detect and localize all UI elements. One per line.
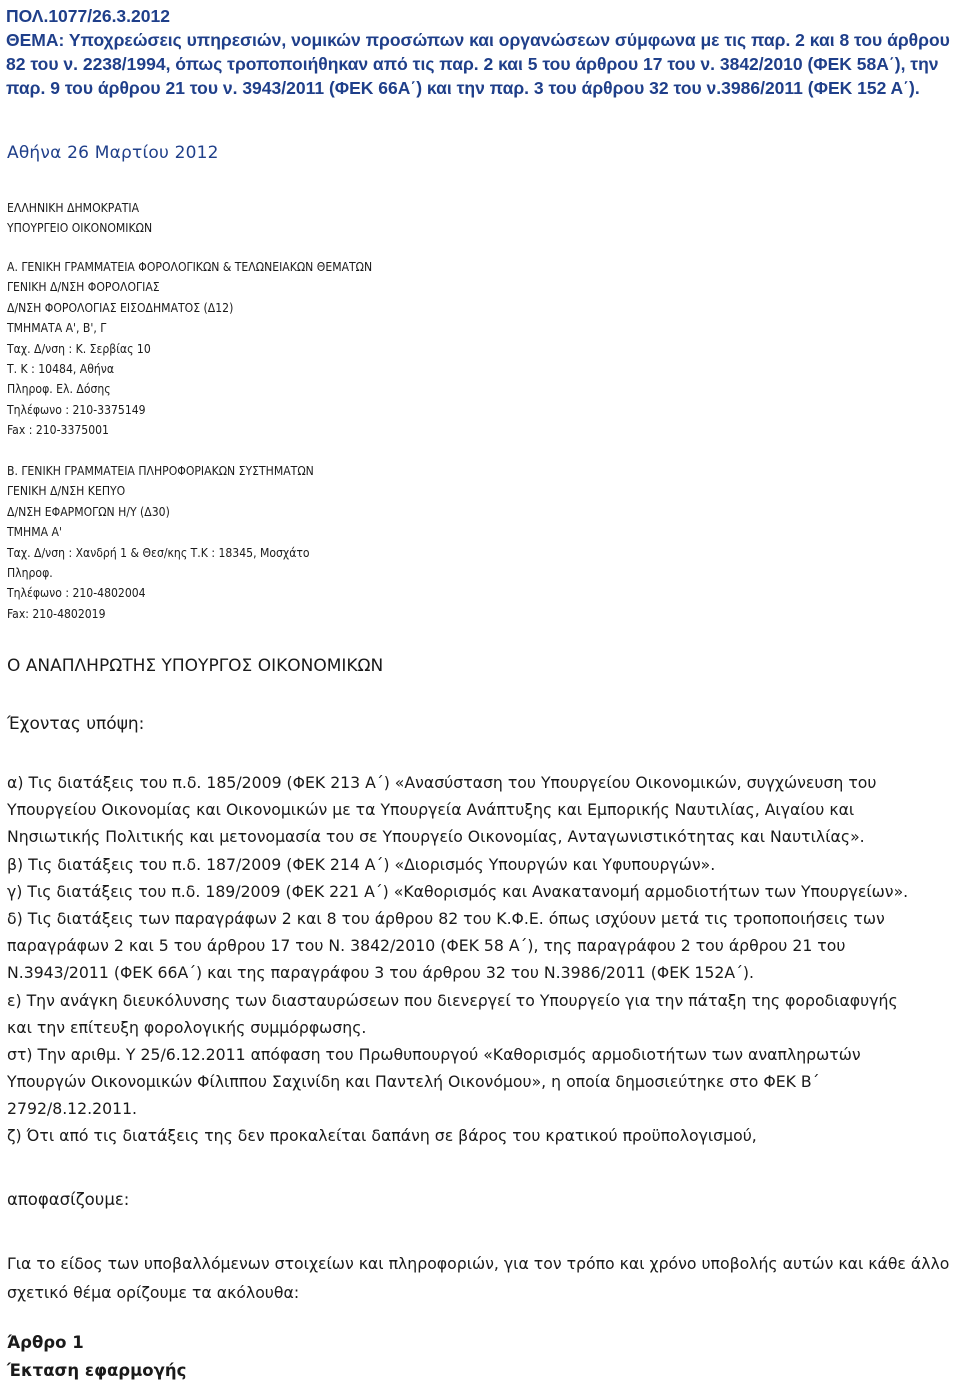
sender-b-line: Πληροφ. <box>7 565 53 580</box>
recital-line: Νησιωτικής Πολιτικής και μετονομασία του σε Υπουργείο Οικονομίας, Ανταγωνιστικότητας και Ναυτιλίας». <box>7 827 865 847</box>
ministry-block <box>7 198 152 239</box>
sender-a-line: ΤΜΗΜΑΤΑ Α', Β', Γ <box>7 321 107 336</box>
recital-line: Υπουργών Οικονομικών Φίλιππου Σαχινίδη και Παντελή Οικονόμου», η οποία δημοσιεύτηκε στο ΦΕΚ Β΄ <box>7 1072 820 1092</box>
recital-line: παραγράφων 2 και 5 του άρθρου 17 του Ν. 3842/2010 (ΦΕΚ 58 Α΄), της παραγράφου 2 του άρθρου 21 του <box>7 936 846 956</box>
sender-a-line: ΓΕΝΙΚΗ Δ/ΝΣΗ ΦΟΡΟΛΟΓΙΑΣ <box>7 280 160 295</box>
minister-title: Ο ΑΝΑΠΛΗΡΩΤΗΣ ΥΠΟΥΡΓΟΣ ΟΙΚΟΝΟΜΙΚΩΝ <box>7 656 384 676</box>
sender-b-line: ΤΜΗΜΑ Α' <box>7 525 62 540</box>
subject-line: 82 του ν. 2238/1994, όπως τροποποιήθηκαν από τις παρ. 2 και 5 του άρθρου 17 του ν. 3842/2010 (ΦΕΚ 58Α΄), την <box>6 54 939 74</box>
recital-line: ζ) Ότι από τις διατάξεις της δεν προκαλείται δαπάνη σε βάρος του κρατικού προϋπολογισμού, <box>7 1126 757 1146</box>
considering-heading: Έχοντας υπόψη: <box>7 714 145 734</box>
sender-a-line: Δ/ΝΣΗ ΦΟΡΟΛΟΓΙΑΣ ΕΙΣΟΔΗΜΑΤΟΣ (Δ12) <box>7 300 234 315</box>
sender-b-line: Τηλέφωνο : 210-4802004 <box>7 586 146 601</box>
sender-a-line: Fax : 210-3375001 <box>7 423 109 438</box>
info-line: Για το είδος των υποβαλλόμενων στοιχείων και πληροφοριών, για τον τρόπο και χρόνο υποβολής αυτών και κάθε άλλο <box>7 1254 950 1273</box>
recital-line: Υπουργείου Οικονομίας και Οικονομικών με τα Υπουργεία Ανάπτυξης και Εμπορικής Ναυτιλίας, Αιγαίου και <box>7 800 855 820</box>
article-number: Άρθρο 1 <box>7 1333 84 1352</box>
decision-heading: αποφασίζουμε: <box>7 1190 130 1209</box>
sender-b-line: ΓΕΝΙΚΗ Δ/ΝΣΗ ΚΕΠΥΟ <box>7 484 126 499</box>
sender-b-line: Fax: 210-4802019 <box>7 606 106 621</box>
sender-a-line: Πληροφ. Ελ. Δόσης <box>7 382 111 397</box>
sender-a-line: Α. ΓΕΝΙΚΗ ΓΡΑΜΜΑΤΕΙΑ ΦΟΡΟΛΟΓΙΚΩΝ & ΤΕΛΩΝΕΙΑΚΩΝ ΘΕΜΑΤΩΝ <box>7 260 373 274</box>
document-subject <box>6 28 950 100</box>
place-and-date: Αθήνα 26 Μαρτίου 2012 <box>7 143 219 163</box>
sender-b-line: Δ/ΝΣΗ ΕΦΑΡΜΟΓΩΝ Η/Υ (Δ30) <box>7 504 170 519</box>
article-title: Έκταση εφαρμογής <box>7 1361 187 1380</box>
recital-line: γ) Τις διατάξεις του π.δ. 189/2009 (ΦΕΚ 221 Α΄) «Καθορισμός και Ανακατανομή αρμοδιοτήτων των Υπουργείων». <box>7 881 909 901</box>
recital-line: 2792/8.12.2011. <box>7 1099 138 1119</box>
sender-block-a <box>7 257 372 441</box>
recital-line: Ν.3943/2011 (ΦΕΚ 66Α΄) και της παραγράφου 3 του άρθρου 32 του Ν.3986/2011 (ΦΕΚ 152Α΄). <box>7 963 755 983</box>
subject-line: παρ. 9 του άρθρου 21 του ν. 3943/2011 (ΦΕΚ 66Α΄) και την παρ. 3 του άρθρου 32 του ν.3986/2011 (ΦΕΚ 152 Α΄). <box>6 78 920 98</box>
ministry-line: ΕΛΛΗΝΙΚΗ ΔΗΜΟΚΡΑΤΙΑ <box>7 201 140 215</box>
sender-b-line: Ταχ. Δ/νση : Χανδρή 1 & Θεσ/κης Τ.Κ : 18345, Μοσχάτο <box>7 545 310 560</box>
recitals <box>7 769 952 1150</box>
recital-line: στ) Την αριθμ. Υ 25/6.12.2011 απόφαση του Πρωθυπουργού «Καθορισμός αρμοδιοτήτων των αναπληρωτών <box>7 1044 861 1064</box>
sender-a-line: Ταχ. Δ/νση : Κ. Σερβίας 10 <box>7 341 151 356</box>
document-reference-title: ΠΟΛ.1077/26.3.2012 <box>6 6 170 26</box>
sender-b-line: Β. ΓΕΝΙΚΗ ΓΡΑΜΜΑΤΕΙΑ ΠΛΗΡΟΦΟΡΙΑΚΩΝ ΣΥΣΤΗΜΑΤΩΝ <box>7 464 314 478</box>
recital-line: α) Τις διατάξεις του π.δ. 185/2009 (ΦΕΚ 213 Α΄) «Ανασύσταση του Υπουργείου Οικονομικών, συγχώνευση του <box>7 773 877 792</box>
sender-block-b <box>7 461 314 624</box>
subject-line: ΘΕΜΑ: Υποχρεώσεις υπηρεσιών, νομικών προσώπων και οργανώσεων σύμφωνα με τις παρ. 2 και 8 του άρθρου <box>6 30 950 50</box>
info-line: σχετικό θέμα ορίζουμε τα ακόλουθα: <box>7 1283 300 1302</box>
recital-line: β) Τις διατάξεις του π.δ. 187/2009 (ΦΕΚ 214 Α΄) «Διορισμός Υπουργών και Υφυπουργών». <box>7 854 716 874</box>
ministry-line: ΥΠΟΥΡΓΕΙΟ ΟΙΚΟΝΟΜΙΚΩΝ <box>7 221 153 236</box>
recital-line: και την επίτευξη φορολογικής συμμόρφωσης. <box>7 1017 367 1037</box>
info-paragraph <box>7 1249 952 1307</box>
sender-a-line: Τηλέφωνο : 210-3375149 <box>7 402 146 417</box>
recital-line: ε) Την ανάγκη διευκόλυνσης των διασταυρώσεων που διενεργεί το Υπουργείο για την πάταξη της φοροδιαφυγής <box>7 990 898 1010</box>
recital-line: δ) Τις διατάξεις των παραγράφων 2 και 8 του άρθρου 82 του Κ.Φ.Ε. όπως ισχύουν μετά τις τροποποιήσεις των <box>7 908 885 928</box>
sender-a-line: Τ. Κ : 10484, Αθήνα <box>7 361 115 376</box>
